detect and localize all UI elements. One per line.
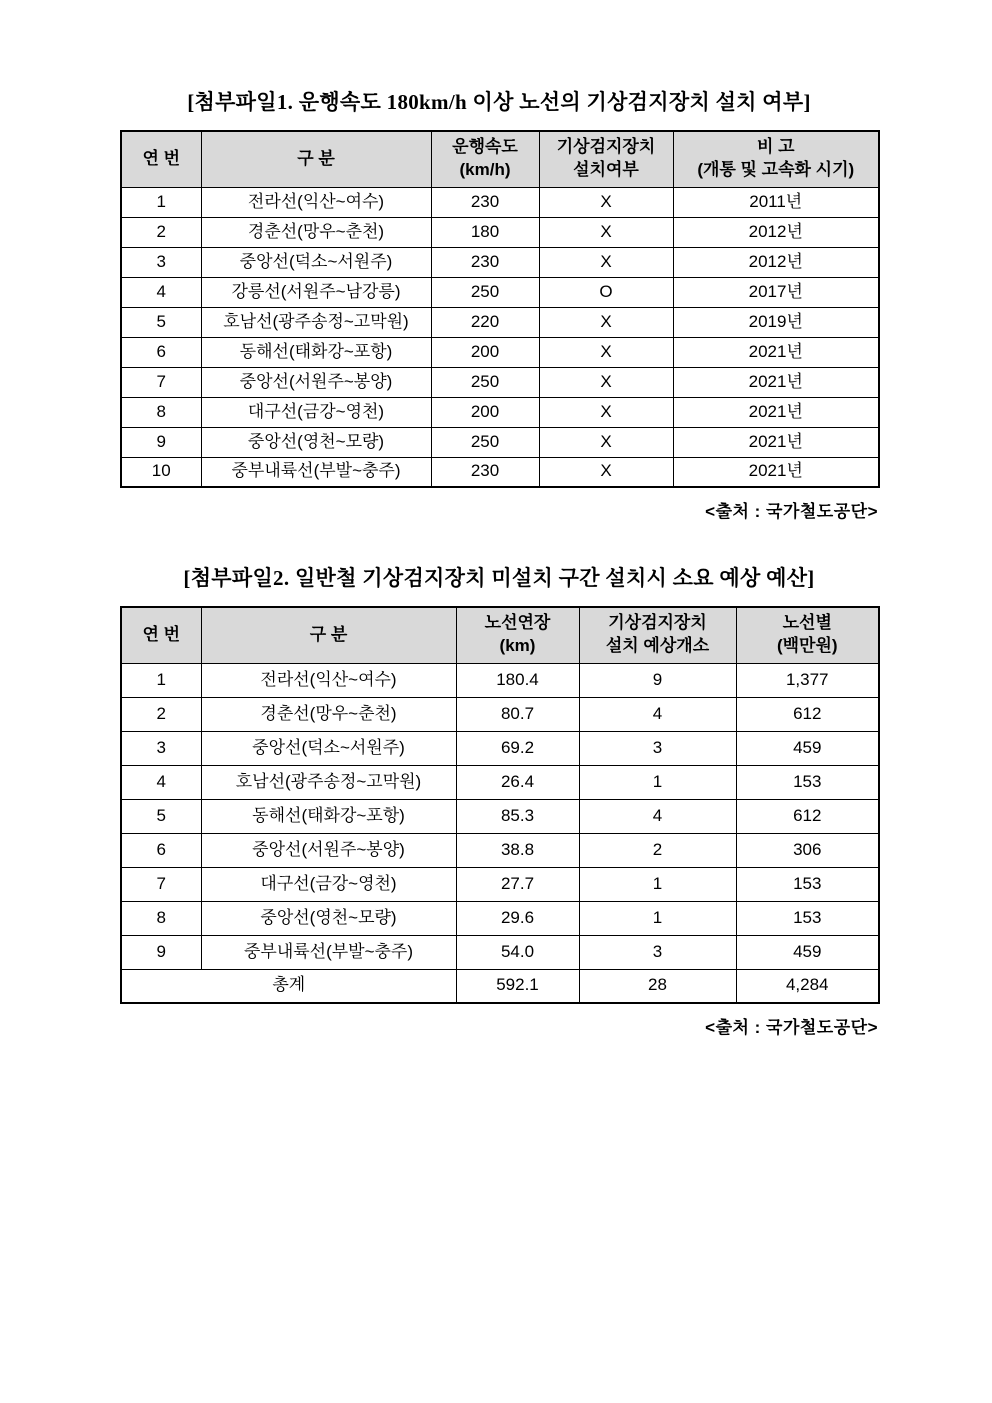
table-cell: 중앙선(영천~모량) xyxy=(201,427,431,457)
table-cell: X xyxy=(539,187,673,217)
table-cell: 2 xyxy=(121,217,201,247)
table-cell: 2021년 xyxy=(673,457,879,487)
table-cell: 7 xyxy=(121,867,201,901)
table-cell: 459 xyxy=(736,731,879,765)
table-cell: 612 xyxy=(736,799,879,833)
column-header: 노선별 (백만원) xyxy=(736,607,879,663)
table-cell: 6 xyxy=(121,833,201,867)
table-cell: X xyxy=(539,217,673,247)
table-row xyxy=(121,217,879,247)
table-cell: 4 xyxy=(121,765,201,799)
table-row xyxy=(121,427,879,457)
table-cell: 대구선(금강~영천) xyxy=(201,867,456,901)
table-cell: 2011년 xyxy=(673,187,879,217)
table-cell: 2021년 xyxy=(673,427,879,457)
column-header: 기상검지장치 설치 예상개소 xyxy=(579,607,736,663)
table-cell: 612 xyxy=(736,697,879,731)
attachment2-title: [첨부파일2. 일반철 기상검지장치 미설치 구간 설치시 소요 예상 예산] xyxy=(183,566,815,590)
table-cell: 2021년 xyxy=(673,367,879,397)
total-budget-cell: 4,284 xyxy=(736,969,879,1003)
total-length-cell: 592.1 xyxy=(456,969,579,1003)
table-total-row xyxy=(121,969,879,1003)
column-header: 운행속도 (km/h) xyxy=(431,131,539,187)
total-count-cell: 28 xyxy=(579,969,736,1003)
table-cell: 2 xyxy=(579,833,736,867)
table-body xyxy=(121,663,879,969)
attachment1-table xyxy=(120,130,880,488)
table-row xyxy=(121,397,879,427)
table-cell: 7 xyxy=(121,367,201,397)
table-cell: 2019년 xyxy=(673,307,879,337)
table-row xyxy=(121,457,879,487)
table-cell: 경춘선(망우~춘천) xyxy=(201,217,431,247)
table-cell: 2021년 xyxy=(673,397,879,427)
table-cell: 10 xyxy=(121,457,201,487)
table-cell: 9 xyxy=(121,935,201,969)
table-cell: 26.4 xyxy=(456,765,579,799)
table-cell: X xyxy=(539,457,673,487)
table-cell: 180 xyxy=(431,217,539,247)
table-cell: 중부내륙선(부발~충주) xyxy=(201,935,456,969)
table-row xyxy=(121,277,879,307)
table-cell: 1 xyxy=(579,765,736,799)
column-header: 구 분 xyxy=(201,607,456,663)
table-cell: X xyxy=(539,367,673,397)
table-cell: 4 xyxy=(579,799,736,833)
table-row xyxy=(121,833,879,867)
table-cell: 85.3 xyxy=(456,799,579,833)
table-cell: 동해선(태화강~포항) xyxy=(201,799,456,833)
table-cell: 29.6 xyxy=(456,901,579,935)
table-cell: 38.8 xyxy=(456,833,579,867)
table-cell: 1,377 xyxy=(736,663,879,697)
table-row xyxy=(121,663,879,697)
table-cell: 250 xyxy=(431,427,539,457)
table-row xyxy=(121,799,879,833)
table-cell: 230 xyxy=(431,457,539,487)
table-row xyxy=(121,935,879,969)
table-cell: 4 xyxy=(579,697,736,731)
table-cell: 2021년 xyxy=(673,337,879,367)
table-cell: 3 xyxy=(579,935,736,969)
table-cell: 중앙선(덕소~서원주) xyxy=(201,731,456,765)
table-cell: 230 xyxy=(431,247,539,277)
attachment1-title: [첨부파일1. 운행속도 180km/h 이상 노선의 기상검지장치 설치 여부] xyxy=(187,90,811,114)
table-cell: 459 xyxy=(736,935,879,969)
table-cell: 9 xyxy=(579,663,736,697)
table-cell: 중앙선(서원주~봉양) xyxy=(201,833,456,867)
table-cell: 동해선(태화강~포항) xyxy=(201,337,431,367)
column-header: 연 번 xyxy=(121,131,201,187)
table-cell: 1 xyxy=(579,867,736,901)
table-cell: 전라선(익산~여수) xyxy=(201,187,431,217)
table-row xyxy=(121,247,879,277)
table-cell: 중앙선(영천~모량) xyxy=(201,901,456,935)
table-cell: 1 xyxy=(579,901,736,935)
column-header: 구 분 xyxy=(201,131,431,187)
table-row xyxy=(121,187,879,217)
table-cell: X xyxy=(539,427,673,457)
column-header: 기상검지장치 설치여부 xyxy=(539,131,673,187)
table-cell: 3 xyxy=(121,731,201,765)
table-cell: 8 xyxy=(121,901,201,935)
table-cell: 호남선(광주송정~고막원) xyxy=(201,765,456,799)
table-row xyxy=(121,901,879,935)
table-cell: 강릉선(서원주~남강릉) xyxy=(201,277,431,307)
table-cell: 중앙선(덕소~서원주) xyxy=(201,247,431,277)
attachment2-source: <출처 : 국가철도공단> xyxy=(705,1018,878,1037)
column-header: 비 고 (개통 및 고속화 시기) xyxy=(673,131,879,187)
table-cell: 27.7 xyxy=(456,867,579,901)
column-header: 노선연장 (km) xyxy=(456,607,579,663)
table-cell: 80.7 xyxy=(456,697,579,731)
table-cell: 69.2 xyxy=(456,731,579,765)
table-row xyxy=(121,765,879,799)
table-cell: X xyxy=(539,397,673,427)
table-cell: X xyxy=(539,307,673,337)
table-row xyxy=(121,867,879,901)
table-cell: 6 xyxy=(121,337,201,367)
table-cell: 전라선(익산~여수) xyxy=(201,663,456,697)
attachment1-source: <출처 : 국가철도공단> xyxy=(705,502,878,521)
table-row xyxy=(121,731,879,765)
table-cell: 54.0 xyxy=(456,935,579,969)
table-cell: 1 xyxy=(121,187,201,217)
table-cell: 153 xyxy=(736,765,879,799)
table-cell: 153 xyxy=(736,867,879,901)
table-cell: 200 xyxy=(431,397,539,427)
table-cell: 2012년 xyxy=(673,217,879,247)
table-row xyxy=(121,337,879,367)
table-cell: 306 xyxy=(736,833,879,867)
table-cell: 호남선(광주송정~고막원) xyxy=(201,307,431,337)
table-cell: 200 xyxy=(431,337,539,367)
table-cell: 3 xyxy=(121,247,201,277)
total-label-cell: 총계 xyxy=(121,969,456,1003)
table-cell: 153 xyxy=(736,901,879,935)
table-cell: 230 xyxy=(431,187,539,217)
table-cell: X xyxy=(539,247,673,277)
table-cell: 180.4 xyxy=(456,663,579,697)
table-cell: 2012년 xyxy=(673,247,879,277)
table-header-row xyxy=(121,607,879,663)
table-cell: 8 xyxy=(121,397,201,427)
table-cell: X xyxy=(539,337,673,367)
table-cell: 250 xyxy=(431,277,539,307)
table-body xyxy=(121,187,879,487)
table-cell: 2 xyxy=(121,697,201,731)
table-cell: 9 xyxy=(121,427,201,457)
table-header-row xyxy=(121,131,879,187)
table-cell: 4 xyxy=(121,277,201,307)
attachment2-table xyxy=(120,606,880,1004)
column-header: 연 번 xyxy=(121,607,201,663)
table-cell: 중부내륙선(부발~충주) xyxy=(201,457,431,487)
table-cell: 3 xyxy=(579,731,736,765)
table-cell: O xyxy=(539,277,673,307)
table-row xyxy=(121,367,879,397)
table-cell: 5 xyxy=(121,799,201,833)
table-row xyxy=(121,307,879,337)
table-row xyxy=(121,697,879,731)
table-cell: 220 xyxy=(431,307,539,337)
table-cell: 1 xyxy=(121,663,201,697)
table-cell: 250 xyxy=(431,367,539,397)
table-cell: 경춘선(망우~춘천) xyxy=(201,697,456,731)
table-cell: 5 xyxy=(121,307,201,337)
table-cell: 중앙선(서원주~봉양) xyxy=(201,367,431,397)
table-cell: 대구선(금강~영천) xyxy=(201,397,431,427)
table-cell: 2017년 xyxy=(673,277,879,307)
